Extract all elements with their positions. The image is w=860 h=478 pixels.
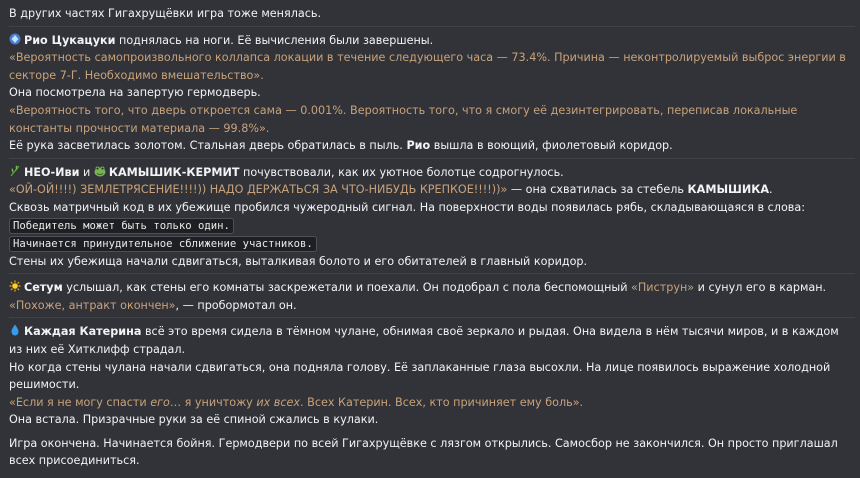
inline-code: Начинается принудительное сближение участников.	[9, 236, 317, 252]
neo-name: НЕО-Иви	[24, 165, 80, 179]
neo-line-3: Сквозь матричный код в их убежище пробился чужеродный сигнал. На поверхности воды появилась рябь, складывающаяся в слова:	[9, 200, 806, 214]
divider	[9, 273, 855, 274]
rio-line-1: Рио Цукацуки поднялась на ноги. Её вычисления были завершены.	[9, 32, 852, 50]
katerina-quote: «Если я не могу спасти его… я уничтожу их всех. Всех Катерин. Всех, кто причиняет ему боль».	[9, 395, 584, 409]
rio-quote-1: «Вероятность самопроизвольного коллапса локации в течение следующего часа — 73.4%. Причина — неконтролируемый выброс энергии в секторе 7-Г. Необходимо вмешательство».	[9, 51, 846, 82]
divider	[9, 317, 855, 318]
katerina-line-2: Но когда стены чулана начали сдвигаться, она подняла голову. Её заплаканные глаза высохли. На лице появилось выражение холодной решимости.	[9, 360, 831, 392]
divider	[9, 158, 855, 159]
setum-name: Сетум	[24, 281, 63, 295]
neo-line-1: НЕО-Иви и КАМЫШИК-КЕРМИТ почувствовали, как их уютное болотце содрогнулось.	[9, 164, 852, 182]
code-line-1-wrap	[9, 217, 852, 235]
rio-quote-2: «Вероятность того, что дверь откроется сама — 0.001%. Вероятность того, что я смогу её дезинтегрировать, переписав локальные константы прочности материала — 99.8%».	[9, 103, 798, 135]
rio-line-3: Она посмотрела на запертую гермодверь.	[9, 86, 261, 100]
rio-line-5: Её рука засветилась золотом. Стальная дверь обратилась в пыль. Рио вышла в воющий, фиолетовый коридор.	[9, 139, 673, 153]
kermit-name: КАМЫШИК-КЕРМИТ	[108, 165, 240, 179]
inline-code: Победитель может быть только один.	[9, 218, 234, 234]
sun-icon	[9, 280, 21, 292]
rio-name: Рио Цукацуки	[24, 33, 116, 47]
code-line-2-wrap	[9, 235, 852, 253]
blue-diamond-icon	[9, 33, 21, 45]
neo-line-6: Стены их убежища начали сдвигаться, выталкивая болото и его обитателей в главный коридор.	[9, 254, 588, 268]
divider	[9, 26, 855, 27]
intro-text: В других частях Гигахрущёвки игра тоже менялась.	[9, 7, 322, 20]
frog-icon	[94, 165, 106, 177]
setum-quote-line: «Похоже, антракт окончен», — пробормотал он.	[9, 298, 297, 312]
katerina-line-4: Она встала. Призрачные руки за её спиной сжались в кулаки.	[9, 413, 379, 427]
katerina-name: Каждая Катерина	[24, 325, 142, 339]
setum-line-1: Сетум услышал, как стены его комнаты заскрежетали и поехали. Он подобрал с пола беспомощный «Пиструн» и сунул его в карман.	[9, 279, 852, 297]
katerina-line-1: Каждая Катерина всё это время сидела в тёмном чулане, обнимая своё зеркало и рыдая. Она видела в нём тысячи миров, и в каждом из них её Хитклифф страдал.	[9, 325, 839, 356]
neo-quote-line: «ОЙ-ОЙ!!!!) ЗЕМЛЕТРЯСЕНИЕ!!!!)) НАДО ДЕРЖАТЬСЯ ЗА ЧТО-НИБУДЬ КРЕПКОЕ!!!!))» — она схватилась за стебель КАМЫШИКА.	[9, 183, 773, 197]
herb-icon	[9, 165, 21, 177]
outro-text: Игра окончена. Начинается бойня. Гермодвери по всей Гигахрущёвке с лязгом открылись. Самосбор не закончился. Он просто приглашал всех присоединиться.	[9, 436, 838, 468]
droplet-icon	[9, 324, 21, 336]
